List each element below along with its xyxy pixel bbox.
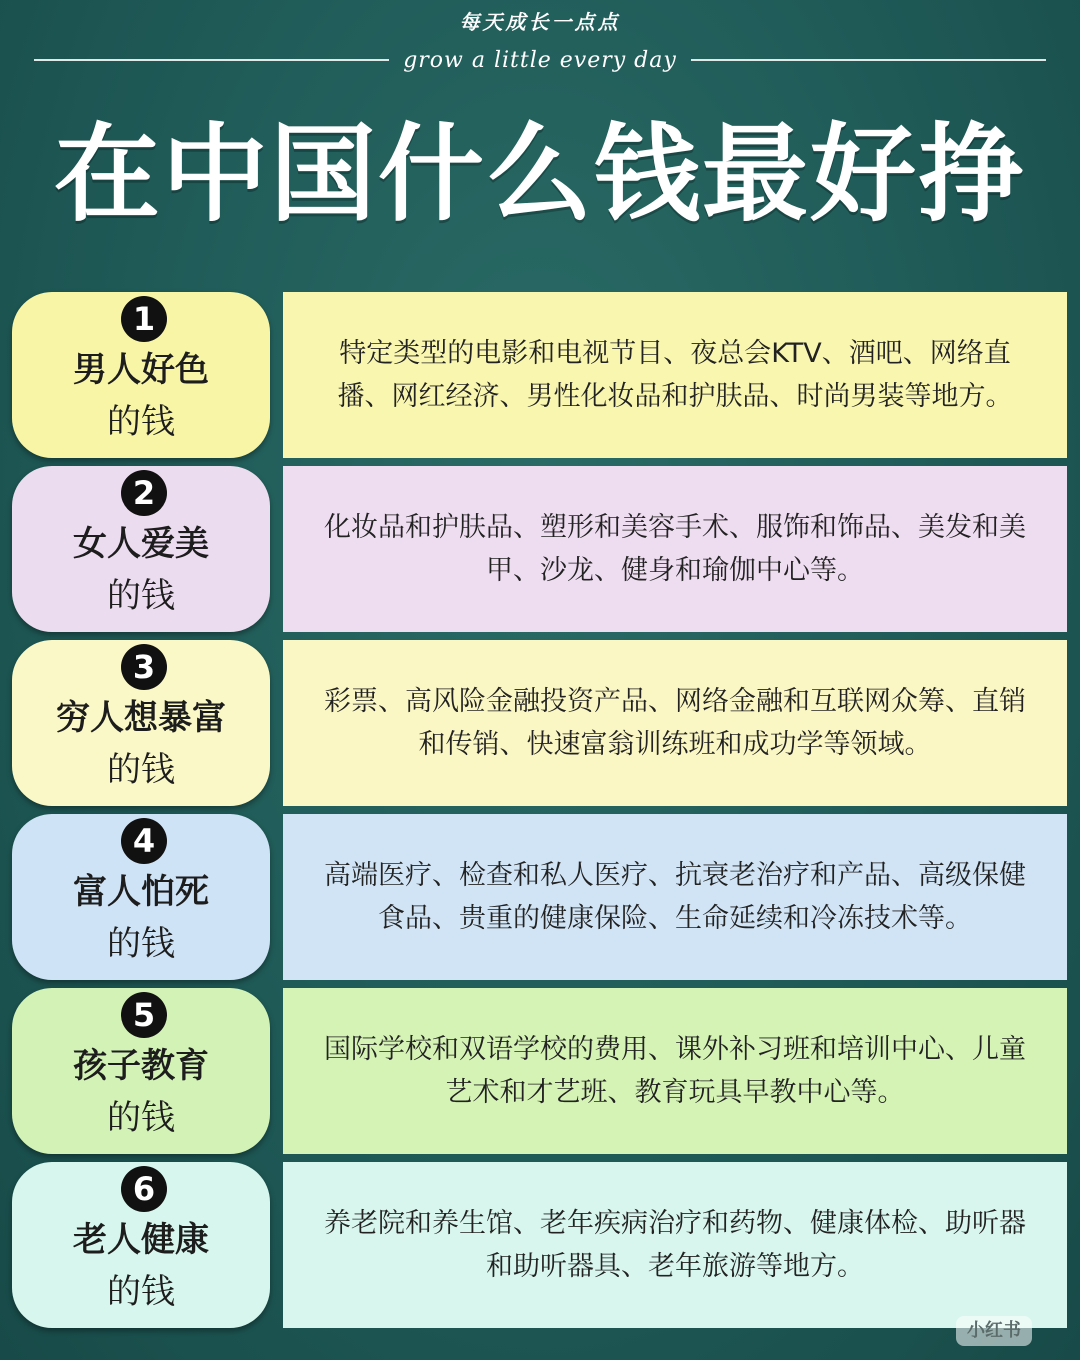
category-subtitle: 的钱: [107, 402, 175, 442]
list-item-3: [0, 640, 1080, 806]
number-badge: 2: [121, 470, 167, 516]
category-card: [12, 640, 270, 806]
tagline-row: [34, 42, 1046, 78]
tagline-divider-left: [34, 59, 389, 61]
category-subtitle: 的钱: [107, 1098, 175, 1138]
number-badge: 5: [121, 992, 167, 1038]
tagline-divider-right: [691, 59, 1046, 61]
category-subtitle: 的钱: [107, 924, 175, 964]
description-box: [283, 292, 1067, 458]
watermark-logo: 小红书: [956, 1316, 1032, 1346]
page-title: 在中国什么钱最好挣: [54, 113, 1026, 236]
list-item-4: [0, 814, 1080, 980]
list-item-5: [0, 988, 1080, 1154]
number-badge: 3: [121, 644, 167, 690]
category-card: [12, 814, 270, 980]
description-text: 彩票、高风险金融投资产品、网络金融和互联网众筹、直销和传销、快速富翁训练班和成功学等领域。: [324, 686, 1026, 760]
category-card: [12, 292, 270, 458]
number-badge: 6: [121, 1166, 167, 1212]
list-item-2: [0, 466, 1080, 632]
description-box: [283, 466, 1067, 632]
description-text: 高端医疗、检查和私人医疗、抗衰老治疗和产品、高级保健食品、贵重的健康保险、生命延续和冷冻技术等。: [324, 860, 1026, 934]
tagline-english: grow a little every day: [403, 47, 677, 73]
category-subtitle: 的钱: [107, 576, 175, 616]
list-item-6: [0, 1162, 1080, 1328]
category-title: 孩子教育: [73, 1046, 209, 1086]
tagline-chinese: 每天成长一点点: [459, 10, 621, 34]
description-box: [283, 640, 1067, 806]
number-badge: 4: [121, 818, 167, 864]
category-title: 富人怕死: [73, 872, 209, 912]
number-badge: 1: [121, 296, 167, 342]
category-subtitle: 的钱: [107, 1272, 175, 1312]
description-box: [283, 814, 1067, 980]
description-text: 养老院和养生馆、老年疾病治疗和药物、健康体检、助听器和助听器具、老年旅游等地方。: [324, 1208, 1026, 1282]
category-card: [12, 1162, 270, 1328]
category-title: 穷人想暴富: [56, 698, 226, 738]
description-text: 特定类型的电影和电视节目、夜总会KTV、酒吧、网络直播、网红经济、男性化妆品和护肤品、时尚男装等地方。: [337, 338, 1013, 412]
description-box: [283, 1162, 1067, 1328]
description-text: 国际学校和双语学校的费用、课外补习班和培训中心、儿童艺术和才艺班、教育玩具早教中心等。: [324, 1034, 1026, 1108]
category-subtitle: 的钱: [107, 750, 175, 790]
category-card: [12, 466, 270, 632]
category-title: 男人好色: [73, 350, 209, 390]
category-title: 女人爱美: [73, 524, 209, 564]
category-title: 老人健康: [73, 1220, 209, 1260]
description-box: [283, 988, 1067, 1154]
description-text: 化妆品和护肤品、塑形和美容手术、服饰和饰品、美发和美甲、沙龙、健身和瑜伽中心等。: [324, 512, 1026, 586]
category-card: [12, 988, 270, 1154]
list-item-1: [0, 292, 1080, 458]
